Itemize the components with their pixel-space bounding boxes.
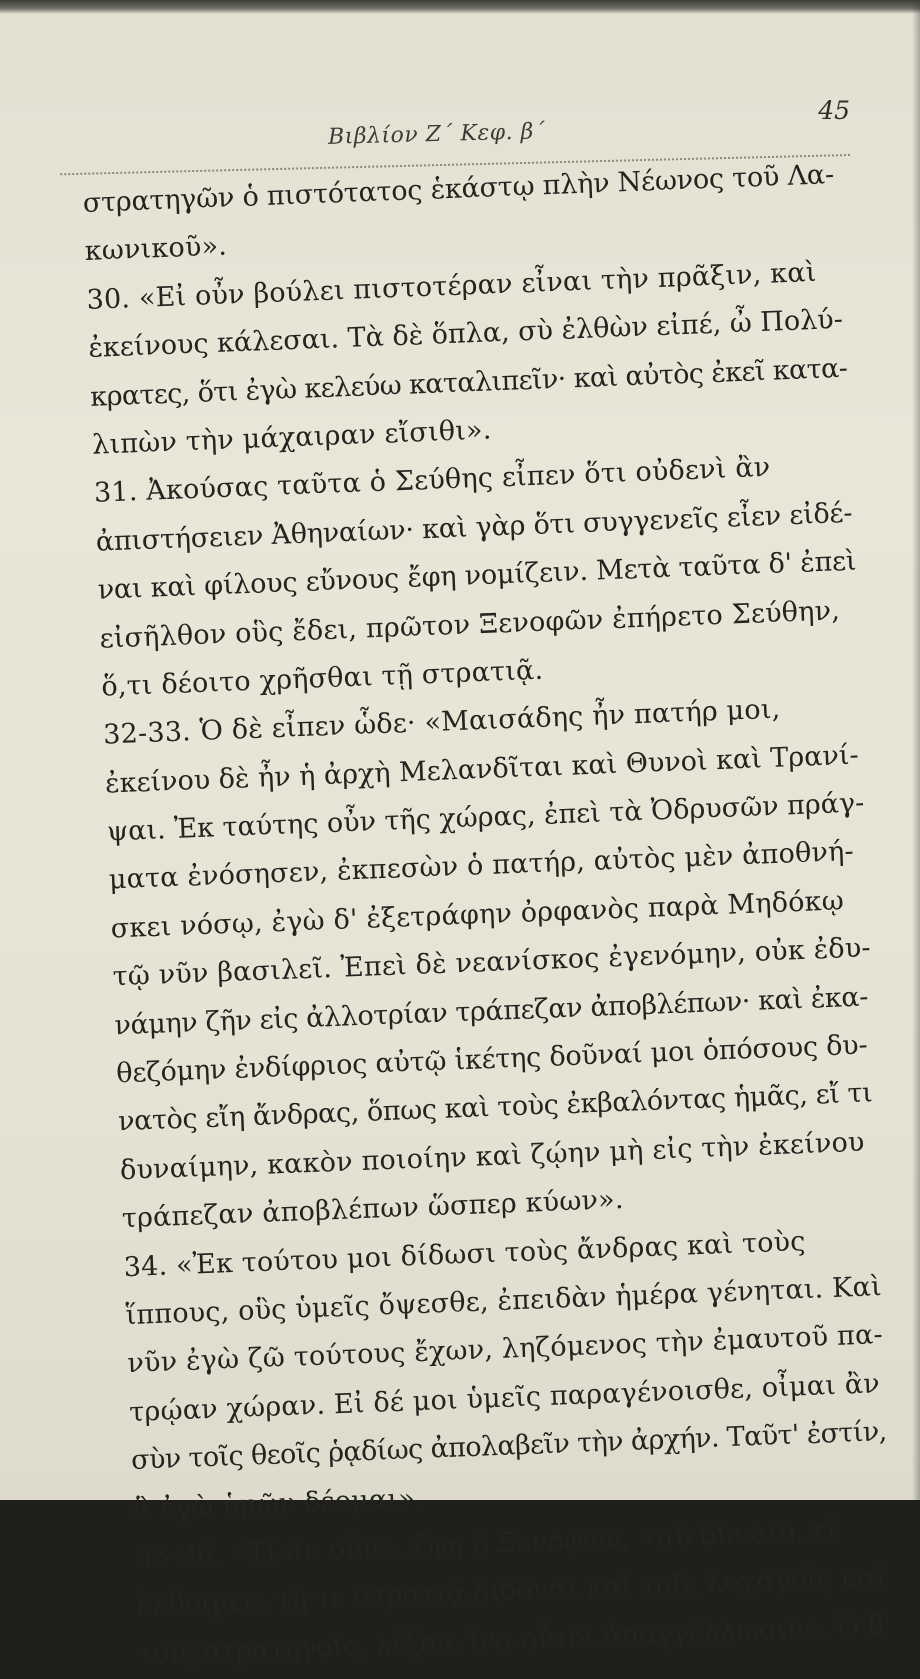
- text-line: κωνικοῦ».: [84, 230, 228, 268]
- text-line: σκει νόσῳ, ἐγὼ δ' ἐξετράφην ὀρφανὸς παρὰ Μηδόκῳ: [110, 885, 845, 945]
- running-head: Βιβλίον Ζ΄ Κεφ. β΄: [327, 119, 546, 150]
- text-line: ἐκείνους κάλεσαι. Τὰ δὲ ὅπλα, σὺ ἐλθὼν εἰπέ, ὦ Πολύ-: [87, 304, 844, 365]
- text-line: ψαι. Ἐκ ταύτης οὖν τῆς χώρας, ἐπεὶ τὰ Ὀδρυσῶν πράγ-: [106, 787, 865, 848]
- text-line: 32-33. Ὁ δὲ εἶπεν ὧδε· «Μαισάδης ἦν πατήρ μοι,: [102, 693, 781, 751]
- text-line: τράπεζαν ἀποβλέπων ὥσπερ κύων».: [121, 1184, 625, 1235]
- text-line: ἃ ἐγὼ ὑμῶν δέομαι».: [132, 1482, 425, 1525]
- text-line: ὅ,τι δέοιτο χρῆσθαι τῇ στρατιᾷ.: [100, 654, 544, 703]
- text-line: λιπὼν τὴν μάχαιραν εἴσιθι».: [91, 414, 493, 461]
- page-number: 45: [818, 96, 850, 125]
- text-line: εἰσῆλθον οὓς ἔδει, πρῶτον Ξενοφῶν ἐπήρετο Σεύθην,: [99, 594, 841, 655]
- text-line: 30. «Εἰ οὖν βούλει πιστοτέραν εἶναι τὴν πρᾶξιν, καὶ: [86, 256, 818, 316]
- body-text: [82, 151, 899, 1679]
- text-line: 34. «Ἐκ τούτου μοι δίδωσι τοὺς ἄνδρας καὶ τοὺς: [123, 1225, 807, 1283]
- text-line: δυναίμην, κακὸν ποιοίην καὶ ζῴην μὴ εἰς τὴν ἐκείνου: [119, 1126, 866, 1187]
- text-line: ἀπιστήσειεν Ἀθηναίων· καὶ γὰρ ὅτι συγγενεῖς εἶεν εἰδέ-: [95, 497, 853, 558]
- text-line: θεζόμην ἐνδίφριος αὐτῷ ἱκέτης δοῦναί μοι ὁπόσους δυ-: [115, 1029, 868, 1090]
- page-header: [60, 96, 850, 156]
- text-line: σὺν τοῖς θεοῖς ῥᾳδίως ἀπολαβεῖν τὴν ἀρχήν. Ταῦτ' ἐστίν,: [130, 1416, 888, 1477]
- page-top-shadow: [0, 0, 920, 14]
- text-line: νάμην ζῆν εἰς ἀλλοτρίαν τράπεζαν ἀποβλέπων· καὶ ἐκα-: [113, 981, 869, 1042]
- text-line: ἐκείνου δὲ ἦν ἡ ἀρχὴ Μελανδῖται καὶ Θυνοὶ καὶ Τρανί-: [104, 739, 860, 800]
- text-line: κρατες, ὅτι ἐγὼ κελεύω καταλιπεῖν· καὶ αὐτὸς ἐκεῖ κατα-: [89, 352, 848, 413]
- text-line: νατὸς εἴη ἄνδρας, ὅπως καὶ τοὺς ἐκβαλόντας ἡμᾶς, εἴ τι: [117, 1077, 873, 1138]
- text-line: 31. Ἀκούσας ταῦτα ὁ Σεύθης εἶπεν ὅτι οὐδενὶ ἂν: [93, 452, 771, 510]
- text-line: ναι καὶ φίλους εὔνους ἔφη νομίζειν. Μετὰ ταῦτα δ' ἐπεὶ: [97, 545, 857, 606]
- text-line: τρῴαν χώραν. Εἰ δέ μοι ὑμεῖς παραγένοισθε, οἶμαι ἂν: [128, 1368, 881, 1428]
- text-line: ματα ἐνόσησεν, ἐκπεσὼν ὁ πατήρ, αὐτὸς μὲν ἀποθνή-: [108, 836, 855, 896]
- text-line: νῦν ἐγὼ ζῶ τούτους ἔχων, ληζόμενος τὴν ἐμαυτοῦ πα-: [126, 1319, 884, 1380]
- text-line: τῷ νῦν βασιλεῖ. Ἐπεὶ δὲ νεανίσκος ἐγενόμην, οὐκ ἐδυ-: [112, 932, 872, 993]
- text-line: ἔλθοιμεν, τῇ τε στρατιᾷ διδόναι καὶ τοῖς λοχαγοῖς καὶ: [136, 1561, 887, 1622]
- text-line: στρατηγῶν ὁ πιστότατος ἑκάστῳ πλὴν Νέωνος τοῦ Λα-: [82, 159, 835, 219]
- text-line: ἵππους, οὓς ὑμεῖς ὄψεσθε, ἐπειδὰν ἡμέρα γένηται. Καὶ: [125, 1271, 883, 1332]
- text-line: 35-36. «Τί ἂν οὖν», ἔφη ὁ Ξενοφῶν, «σὺ δύναιο, εἰ: [134, 1514, 839, 1573]
- page-right-shadow: [912, 0, 920, 1500]
- text-line: τοῖς στρατηγοῖς, λέξον, ἵνα οὗτοι ἀπαγγέλλωσιν». Ὁ δ': [138, 1609, 892, 1670]
